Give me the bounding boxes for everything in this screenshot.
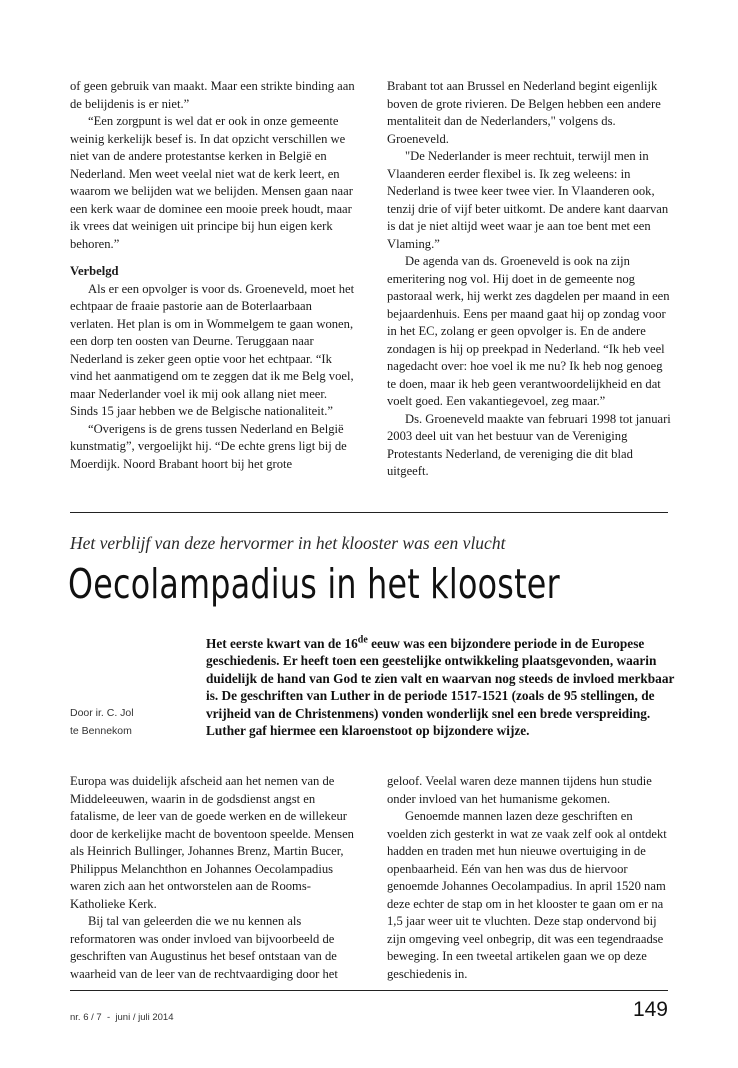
paragraph: Als er een opvolger is voor ds. Groeneveld, moet het echtpaar de fraaie pastorie aan de Boterlaarbaan verlaten. Het plan is om in Wommelgem te gaan wonen, een dorp ten oosten van Deurne. Teruggaan naar Nederland is zeker geen optie voor het echtpaar. “Ik vind het aanmatigend om te zeggen dat ik me Belg voel, maar Nederlander voel ik mij ook allang niet meer. Sinds 15 jaar hebben we de Belgische nationaliteit.”: [70, 281, 355, 418]
paragraph: “Overigens is de grens tussen Nederland en België kunstmatig”, vergoelijkt hij. “De echte grens ligt bij de Moerdijk. Noord Brabant hoort bij het grote: [70, 421, 347, 471]
byline-location: te Bennekom: [70, 725, 132, 737]
previous-article-column-right: [387, 78, 673, 481]
paragraph: Ds. Groeneveld maakte van februari 1998 tot januari 2003 deel uit van het bestuur van de Vereniging Protestants Nederland, de vereniging die dit blad uitgeeft.: [387, 411, 671, 478]
byline-author: Door ir. C. Jol: [70, 707, 134, 719]
footer-divider: [70, 990, 668, 991]
paragraph: geloof. Veelal waren deze mannen tijdens hun studie onder invloed van het humanisme gekomen.: [387, 774, 652, 806]
article-title: Oecolampadius in het klooster: [68, 560, 560, 608]
subheading: Verbelgd: [70, 264, 119, 278]
page-number: 149: [632, 998, 668, 1021]
section-divider: [70, 512, 668, 513]
paragraph: Bij tal van geleerden die we nu kennen als reformatoren was onder invloed van bijvoorbeeld de geschriften van Augustinus het besef ontstaan van de waarheid van de leer van de rechtvaardiging door het: [70, 914, 338, 981]
paragraph: “Een zorgpunt is wel dat er ook in onze gemeente weinig kerkelijk besef is. In dat opzicht verschillen we niet van de andere protestantse kerken in België en Nederland. Men weet veelal niet wat de kerk leert, en waarom we belijden wat we belijden. Mensen gaan naar een kerk waar de dominee een mooie preek houdt, maar ik vrees dat weinigen uit principe bij hun eigen kerk behoren.”: [70, 114, 353, 251]
intro-superscript: de: [357, 634, 368, 646]
intro-text-start: Het eerste kwart van de 16: [206, 636, 358, 651]
paragraph: Brabant tot aan Brussel en Nederland begint eigenlijk boven de grote rivieren. De Belgen hebben een andere mentaliteit dan de Nederlanders," volgens ds. Groeneveld.: [387, 79, 661, 146]
article-column-left: [70, 773, 356, 983]
paragraph: "De Nederlander is meer rechtuit, terwijl men in Vlaanderen eerder flexibel is. Ik zeg weleens: in Nederland is twee keer twee vier. In Vlaanderen ook, tenzij drie of vijf beter uitkomt. De andere kant daarvan is dat je niet altijd weet waar je aan toe bent met een Vlaming.”: [387, 149, 669, 251]
paragraph: Genoemde mannen lazen deze geschriften en voelden zich gesterkt in wat ze vaak zelf ook al ontdekt hadden en traden met hun nieuwe overtuiging in de openbaarheid. Eén van hen was dus de hiervoor genoemde Johannes Oecolampadius. In april 1520 nam deze echter de stap om in het klooster te gaan om er na 1,5 jaar weer uit te vluchten. Deze stap ondervond bij zijn omgeving veel onbegrip, dit was een tegendraadse beweging. In een tweetal artikelen gaan we op deze geschiedenis in.: [387, 809, 667, 981]
intro-text-rest: eeuw was een bijzondere periode in de Europese geschiedenis. Er heeft toen een geestelijke ontwikkeling plaatsgevonden, waarin duidelijk de hand van God te zien valt en waarvan nog steeds de invloed merkbaar is. De geschriften van Luther in de periode 1517-1521 (zoals de 95 stellingen, de vrijheid van de Christenmens) vonden wonderlijk snel een brede verspreiding. Luther gaf hiermee een klaroenstoot op bijzondere wijze.: [206, 636, 675, 739]
paragraph: De agenda van ds. Groeneveld is ook na zijn emeritering nog vol. Hij doet in de gemeente nog pastoraal werk, hij werkt zes dagdelen per maand in een bejaardenhuis. Eens per maand gaat hij op zondag voor in het EC, zolang er geen opvolger is. En de andere zondagen is hij op preekpad in Nederland. “Ik heb veel nagedacht over: hoe voel ik me nu? Ik heb nog genoeg te doen, maar ik heb geen verantwoordelijkheid en dat voelt goed. Een vakantiegevoel, zeg maar.”: [387, 254, 670, 408]
issue-info: nr. 6 / 7 - juni / juli 2014: [70, 1012, 174, 1023]
previous-article-column-left: [70, 78, 356, 473]
paragraph: Europa was duidelijk afscheid aan het nemen van de Middeleeuwen, waarin in de godsdienst angst en fatalisme, de leer van de goede werken en de willekeur door de kerkelijke macht de boventoon speelde. Mensen als Heinrich Bullinger, Johannes Brenz, Martin Bucer, Philippus Melanchthon en Johannes Oecolampadius waren zich aan het ontworstelen aan de Rooms-Katholieke Kerk.: [70, 774, 354, 911]
byline: [70, 704, 180, 740]
article-kicker: Het verblijf van deze hervormer in het klooster was een vlucht: [70, 533, 506, 553]
article-intro: [206, 635, 676, 739]
paragraph: of geen gebruik van maakt. Maar een strikte binding aan de belijdenis is er niet.”: [70, 79, 355, 111]
article-column-right: [387, 773, 673, 983]
